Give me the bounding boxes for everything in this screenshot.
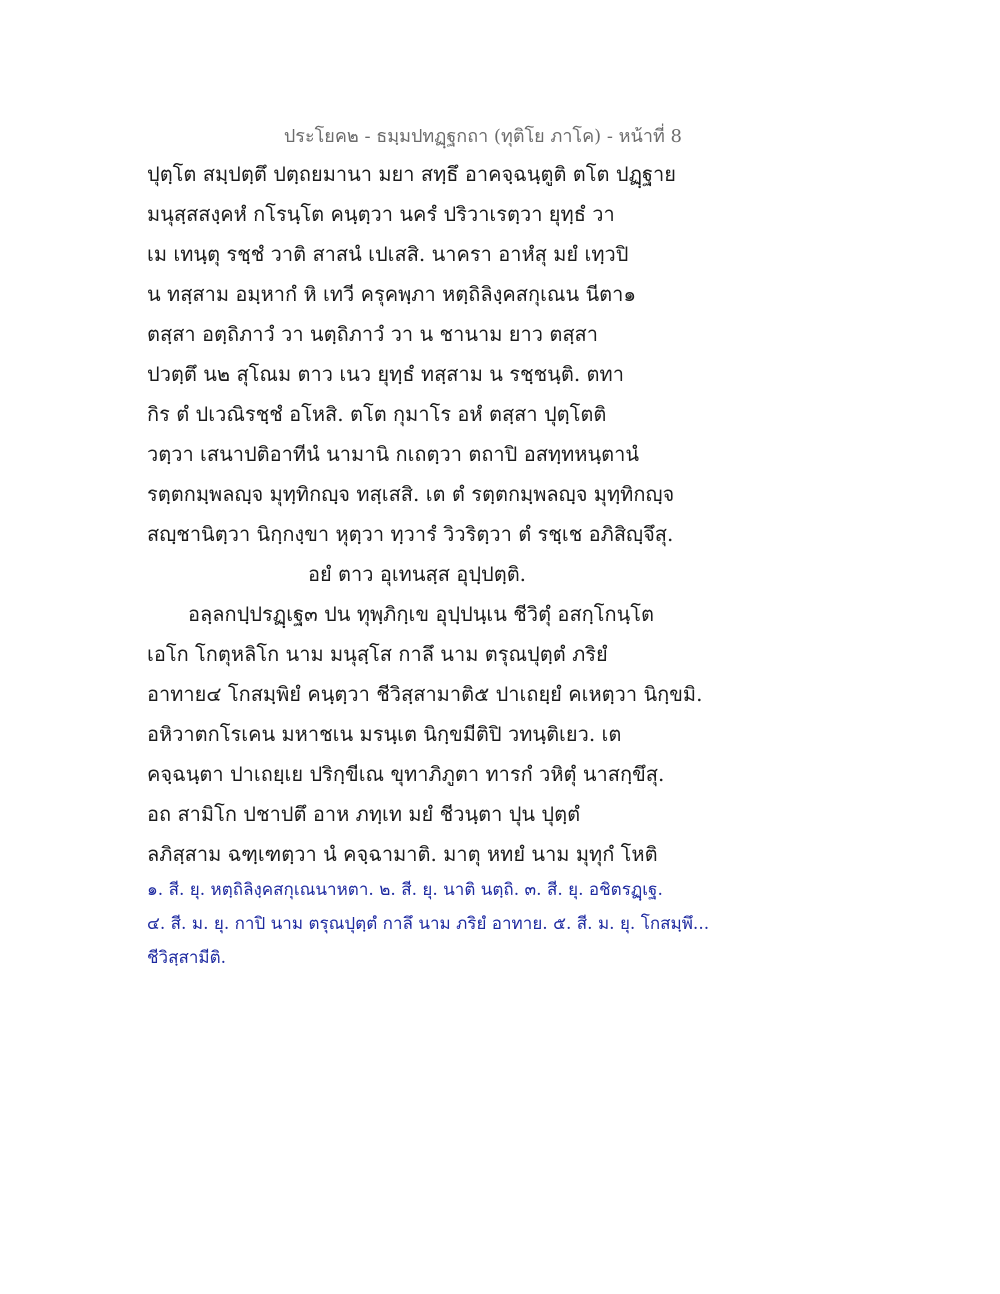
text-line: รตฺตกมฺพลญฺจ มุทฺทิกญฺจ ทสฺเสสิ. เต ตํ รตฺตกมฺพลญฺจ มุทฺทิกญฺจ — [147, 482, 675, 506]
text-line: คจฺฉนฺตา ปาเถยฺเย ปริกฺขีเณ ขุทาภิภูตา ทารกํ วหิตุํ นาสกฺขึสุ. — [147, 762, 665, 786]
text-line: ลภิสฺสาม ฉฑฺเฑตฺวา นํ คจฺฉามาติ. มาตุ หทยํ นาม มุทุกํ โหติ — [147, 842, 658, 866]
running-header: ประโยค๒ - ธมฺมปทฏฺฐกถา (ทุติโย ภาโค) - หน้าที่ 8 — [283, 126, 682, 147]
section-title: อยํ ตาว อุเทนสฺส อุปฺปตฺติ. — [307, 562, 527, 586]
text-line: กิร ตํ ปเวณิรชฺชํ อโหสิ. ตโต กุมาโร อหํ ตสฺสา ปุตฺโตติ — [147, 402, 607, 426]
footnote-line: ๔. สี. ม. ยุ. กาปิ นาม ตรุณปุตฺตํ กาลึ นาม ภริยํ อาทาย. ๕. สี. ม. ยุ. โกสมฺพึ... — [147, 914, 710, 934]
footnotes — [147, 873, 710, 975]
text-line: เม เทนฺตุ รชฺชํ วาติ สาสนํ เปเสสิ. นาครา อาหํสุ มยํ เทฺวปิ — [147, 242, 629, 266]
body-text — [147, 154, 707, 874]
text-line: ปวตฺตึ น๒ สุโณม ตาว เนว ยุทฺธํ ทสฺสาม น รชฺชนฺติ. ตทา — [147, 362, 624, 386]
footnote-line: ๑. สี. ยุ. หตฺถิลิงฺคสกุเณนาหตา. ๒. สี. ยุ. นาติ นตฺถิ. ๓. สี. ยุ. อชิตรฏฺเฐ. — [147, 880, 663, 900]
text-line: น ทสฺสาม อมฺหากํ หิ เทวี ครุคพฺภา หตฺถิลิงฺคสกุเณน นีตา๑ — [147, 282, 637, 306]
text-line: เอโก โกตุหลิโก นาม มนุสฺโส กาลึ นาม ตรุณปุตฺตํ ภริยํ — [147, 642, 608, 666]
footnote-line: ชีวิสฺสามีติ. — [147, 948, 227, 968]
text-line: ปุตฺโต สมฺปตฺตึ ปตฺถยมานา มยา สทฺธึ อาคจฺฉนฺตูติ ตโต ปฏฺฐาย — [147, 162, 676, 186]
text-line: มนุสฺสสงฺคหํ กโรนฺโต คนฺตฺวา นครํ ปริวาเรตฺวา ยุทฺธํ วา — [147, 202, 615, 226]
text-line: ตสฺสา อตฺถิภาวํ วา นตฺถิภาวํ วา น ชานาม ยาว ตสฺสา — [147, 322, 598, 346]
text-line: วตฺวา เสนาปติอาทีนํ นามานิ กเถตฺวา ตถาปิ อสทฺทหนฺตานํ — [147, 442, 640, 466]
text-line: อหิวาตกโรเคน มหาชเน มรนฺเต นิกฺขมีติปิ วทนฺติเยว. เต — [147, 722, 622, 746]
text-line: อาทาย๔ โกสมฺพิยํ คนฺตฺวา ชีวิสฺสามาติ๕ ปาเถยฺยํ คเหตฺวา นิกฺขมิ. — [147, 682, 703, 706]
text-line: สญฺชานิตฺวา นิกฺกงฺขา หุตฺวา ทฺวารํ วิวริตฺวา ตํ รชฺเช อภิสิญฺจึสุ. — [147, 522, 674, 546]
text-line: อถ สามิโก ปชาปตึ อาห ภทฺเท มยํ ชีวนฺตา ปุน ปุตฺตํ — [147, 802, 581, 826]
paragraph-first-line: อลฺลกปฺปรฏฺเฐ๓ ปน ทุพฺภิกฺเข อุปฺปนฺเน ชีวิตุํ อสกฺโกนฺโต — [188, 602, 655, 626]
